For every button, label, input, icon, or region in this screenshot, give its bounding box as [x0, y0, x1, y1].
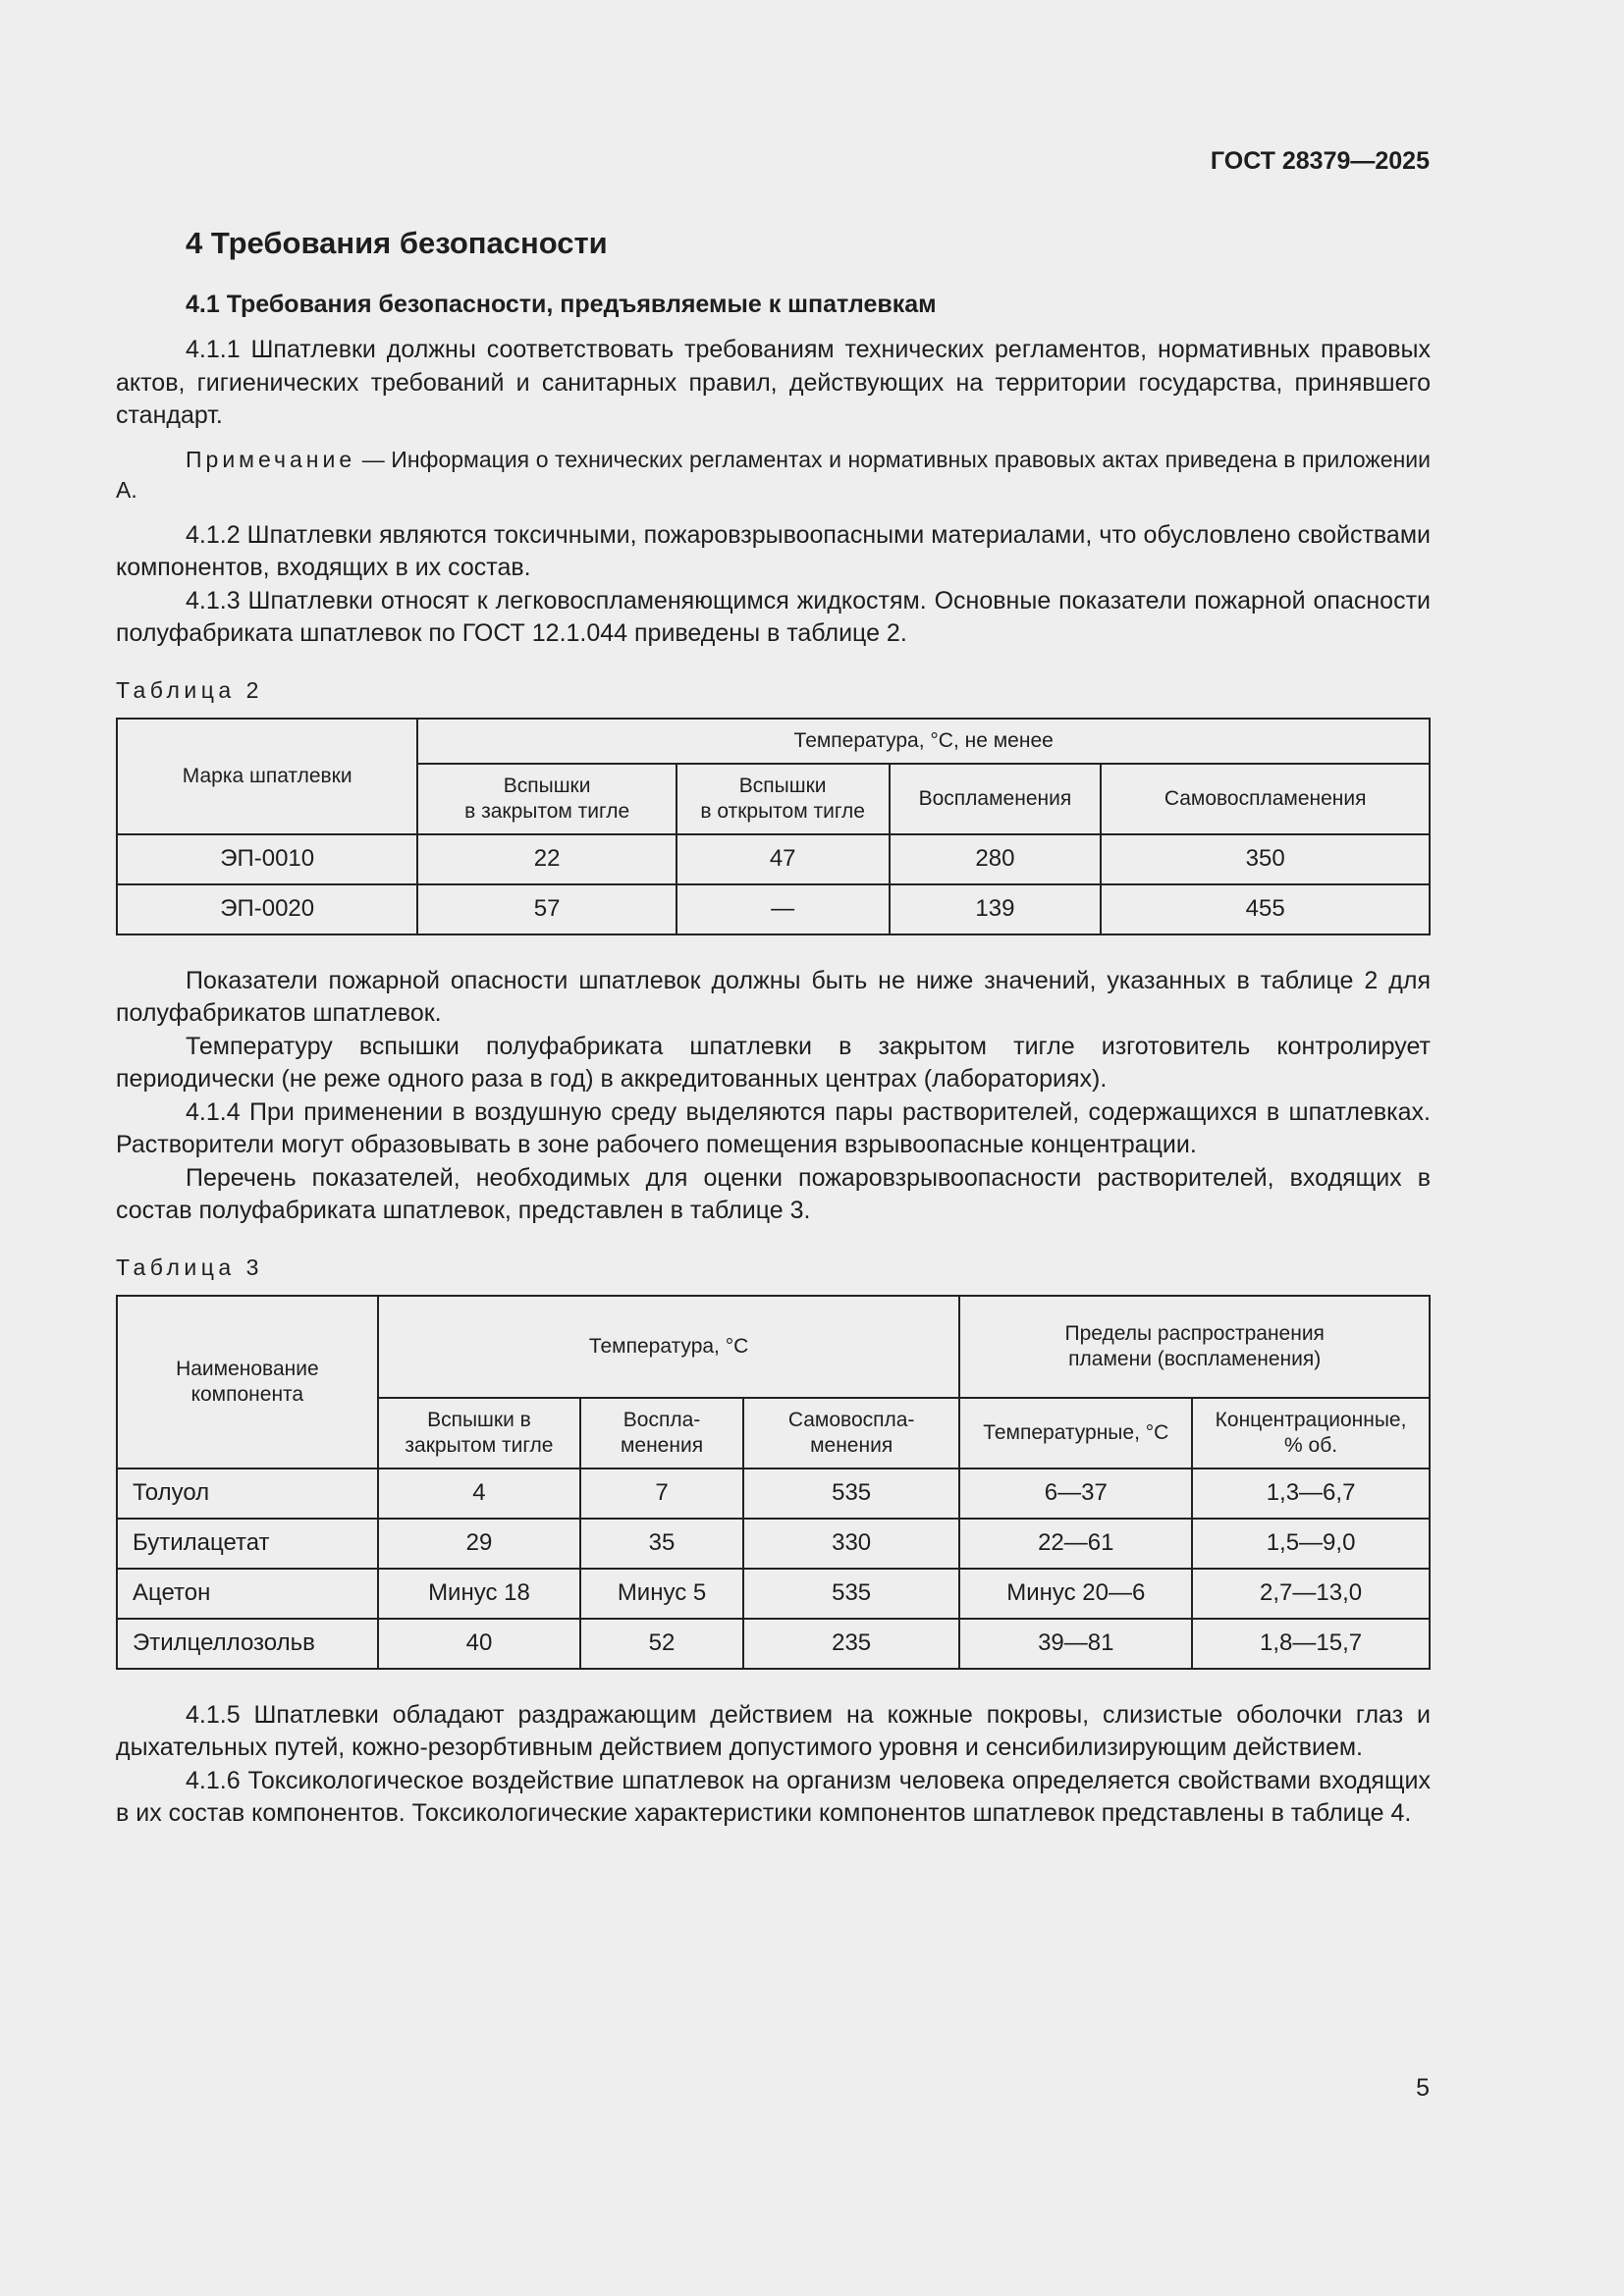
table-3-cell-autoignition: 235 [743, 1619, 960, 1669]
table-3-cell-temp-limits: Минус 20—6 [959, 1569, 1192, 1619]
table-3-cell-flash: 4 [378, 1468, 580, 1519]
table-3-cell-name: Бутилацетат [117, 1519, 378, 1569]
table-2-col-autoignition: Самовоспламенения [1101, 764, 1430, 834]
table-3-col-autoignition: Самовоспла- менения [743, 1398, 960, 1468]
table-3-caption: Таблица 3 [116, 1254, 263, 1280]
table-row [117, 1519, 1430, 1569]
section-title: 4 Требования безопасности [186, 226, 608, 260]
table-2-cell-brand: ЭП-0020 [117, 884, 417, 934]
table-row [117, 1569, 1430, 1619]
subsection-title: 4.1 Требования безопасности, предъявляемые к шпатлевкам [186, 291, 937, 318]
table-3-cell-ignition: 7 [580, 1468, 743, 1519]
table-3-cell-flash: 29 [378, 1519, 580, 1569]
table-2-cell-flash-open: — [677, 884, 890, 934]
paragraph-4-1-6: 4.1.6 Токсикологическое воздействие шпатлевок на организм человека определяется свойствами входящих в их состав компонентов. Токсикологические характеристики компонентов шпатлевок представлены в таблице 4. [116, 1766, 1431, 1827]
document-header-standard-number: ГОСТ 28379—2025 [1210, 147, 1430, 175]
table-3-col-name: Наименование компонента [117, 1296, 378, 1468]
table-3-cell-autoignition: 535 [743, 1569, 960, 1619]
table-3-cell-ignition: Минус 5 [580, 1569, 743, 1619]
table-2-group-temperature: Температура, °С, не менее [417, 719, 1430, 764]
table-3-cell-temp-limits: 22—61 [959, 1519, 1192, 1569]
table-row [117, 884, 1430, 934]
table-2-cell-flash-closed: 22 [417, 834, 676, 884]
table-2-cell-flash-open: 47 [677, 834, 890, 884]
table-3-group-temperature: Температура, °С [378, 1296, 960, 1398]
table-2-cell-ignition: 139 [890, 884, 1102, 934]
table-3-cell-flash: 40 [378, 1619, 580, 1669]
table-2-cell-autoignition: 455 [1101, 884, 1430, 934]
note [116, 445, 1431, 506]
table-3-cell-conc-limits: 1,8—15,7 [1192, 1619, 1430, 1669]
table-2-col-flash-open: Вспышки в открытом тигле [677, 764, 890, 834]
table-3-cell-conc-limits: 1,3—6,7 [1192, 1468, 1430, 1519]
table-2-cell-autoignition: 350 [1101, 834, 1430, 884]
paragraph-4-1-3: 4.1.3 Шпатлевки относят к легковоспламеняющимся жидкостям. Основные показатели пожарной опасности полуфабриката шпатлевок по ГОСТ 12.1.044 приведены в таблице 2. [116, 586, 1431, 647]
note-text: — Информация о технических регламентах и нормативных правовых актах приведена в приложении А. [116, 446, 1431, 503]
table-3-cell-conc-limits: 1,5—9,0 [1192, 1519, 1430, 1569]
table-2-col-ignition: Воспламенения [890, 764, 1102, 834]
table-2-header-row-1 [117, 719, 1430, 764]
table-row [117, 834, 1430, 884]
table-2-cell-brand: ЭП-0010 [117, 834, 417, 884]
table-3-cell-name: Толуол [117, 1468, 378, 1519]
paragraph-4-1-4: 4.1.4 При применении в воздушную среду выделяются пары растворителей, содержащихся в шпатлевках. Растворители могут образовывать в зоне рабочего помещения взрывоопасные концентрации. [116, 1097, 1431, 1158]
page-number: 5 [1416, 2074, 1430, 2102]
paragraph-4-1-5: 4.1.5 Шпатлевки обладают раздражающим действием на кожные покровы, слизистые оболочки глаз и дыхательных путей, кожно-резорбтивным действием допустимого уровня и сенсибилизирующим действием. [116, 1700, 1431, 1761]
table-3-cell-temp-limits: 39—81 [959, 1619, 1192, 1669]
table-3-cell-temp-limits: 6—37 [959, 1468, 1192, 1519]
table-3-col-conc-limits: Концентрационные, % об. [1192, 1398, 1430, 1468]
paragraph-4-1-2: 4.1.2 Шпатлевки являются токсичными, пожаровзрывоопасными материалами, что обусловлено свойствами компонентов, входящих в их состав. [116, 520, 1431, 581]
paragraph-fire-indicators: Показатели пожарной опасности шпатлевок должны быть не ниже значений, указанных в таблице 2 для полуфабрикатов шпатлевок. [116, 966, 1431, 1027]
table-2-cell-ignition: 280 [890, 834, 1102, 884]
paragraph-flash-control: Температуру вспышки полуфабриката шпатлевки в закрытом тигле изготовитель контролирует периодически (не реже одного раза в год) в аккредитованных центрах (лабораториях). [116, 1032, 1431, 1093]
table-3-cell-autoignition: 535 [743, 1468, 960, 1519]
table-3 [116, 1295, 1431, 1670]
page-content [116, 222, 1431, 1831]
paragraph-indicator-list: Перечень показателей, необходимых для оценки пожаровзрывоопасности растворителей, входящих в состав полуфабриката шпатлевок, представлен в таблице 3. [116, 1163, 1431, 1224]
table-3-cell-ignition: 52 [580, 1619, 743, 1669]
table-row [117, 1619, 1430, 1669]
table-3-cell-flash: Минус 18 [378, 1569, 580, 1619]
table-3-cell-ignition: 35 [580, 1519, 743, 1569]
table-3-col-ignition: Воспла- менения [580, 1398, 743, 1468]
table-3-cell-conc-limits: 2,7—13,0 [1192, 1569, 1430, 1619]
table-row [117, 1468, 1430, 1519]
table-3-col-flash: Вспышки в закрытом тигле [378, 1398, 580, 1468]
table-3-cell-name: Ацетон [117, 1569, 378, 1619]
table-3-cell-name: Этилцеллозольв [117, 1619, 378, 1669]
table-2 [116, 718, 1431, 935]
table-2-cell-flash-closed: 57 [417, 884, 676, 934]
note-label: Примечание [186, 446, 356, 472]
table-2-col-brand: Марка шпатлевки [117, 719, 417, 834]
table-3-col-temp-limits: Температурные, °С [959, 1398, 1192, 1468]
table-2-col-flash-closed: Вспышки в закрытом тигле [417, 764, 676, 834]
table-3-cell-autoignition: 330 [743, 1519, 960, 1569]
table-3-group-flame-limits: Пределы распространения пламени (воспламенения) [959, 1296, 1430, 1398]
table-2-caption: Таблица 2 [116, 676, 263, 703]
paragraph-4-1-1: 4.1.1 Шпатлевки должны соответствовать требованиям технических регламентов, нормативных правовых актов, гигиенических требований и санитарных правил, действующих на территории государства, принявшего стандарт. [116, 336, 1431, 429]
table-3-header-row-1 [117, 1296, 1430, 1398]
